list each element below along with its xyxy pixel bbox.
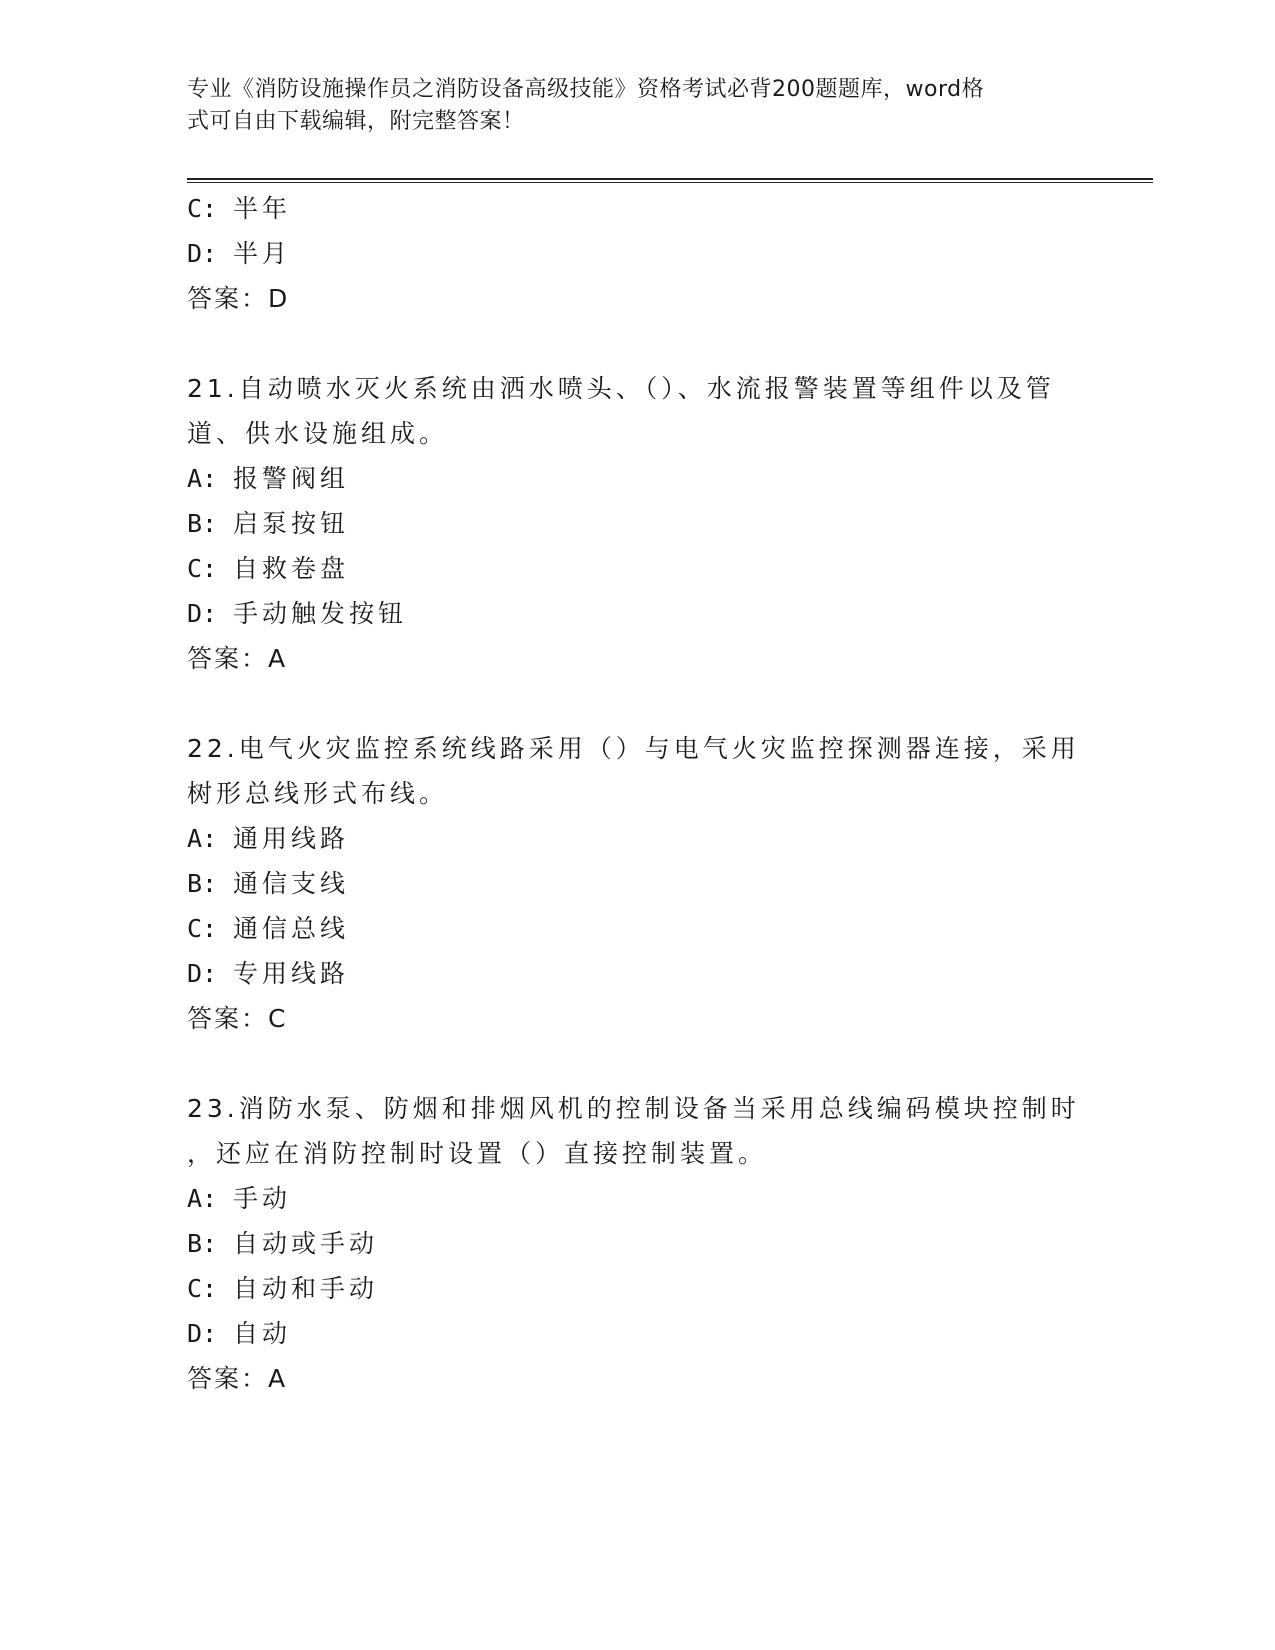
option-text: 通用线路: [233, 824, 350, 853]
option-key: C:: [187, 914, 218, 943]
option-key: D:: [187, 1319, 218, 1348]
question-stem-22-line-1: 22.电气火灾监控系统线路采用（）与电气火灾监控探测器连接，采用: [187, 734, 1080, 763]
option-key: A:: [187, 824, 218, 853]
option-key: A:: [187, 464, 218, 493]
answer-line: 答案：C: [187, 1004, 288, 1033]
question-stem-21-line-1: 21.自动喷水灭火系统由洒水喷头、（）、水流报警装置等组件以及管: [187, 374, 1055, 403]
option-key: C:: [187, 554, 218, 583]
option-line: [187, 194, 291, 224]
option-text: 通信支线: [233, 869, 350, 898]
option-line: [187, 1184, 291, 1214]
option-text: 自救卷盘: [233, 554, 350, 583]
option-line: [187, 239, 291, 269]
option-key: B:: [187, 1229, 218, 1258]
option-key: C:: [187, 194, 218, 223]
option-line: [187, 959, 349, 989]
option-key: C:: [187, 1274, 218, 1303]
option-line: [187, 509, 349, 539]
option-key: D:: [187, 959, 218, 988]
option-key: A:: [187, 1184, 218, 1213]
option-text: 报警阀组: [233, 464, 350, 493]
answer-line: 答案：D: [187, 284, 290, 313]
answer-line: 答案：A: [187, 644, 288, 673]
option-line: [187, 599, 407, 629]
option-line: [187, 824, 349, 854]
option-text: 自动: [233, 1319, 292, 1348]
question-stem-22-line-2: 树形总线形式布线。: [187, 779, 449, 808]
option-line: [187, 554, 349, 584]
option-text: 自动和手动: [233, 1274, 379, 1303]
document-header: [187, 74, 1067, 138]
option-text: 半月: [233, 239, 292, 268]
option-line: [187, 1319, 291, 1349]
option-line: [187, 464, 349, 494]
option-key: B:: [187, 509, 218, 538]
question-stem-21-line-2: 道、供水设施组成。: [187, 419, 449, 448]
option-line: [187, 1229, 378, 1259]
header-divider: [187, 178, 1153, 183]
option-text: 自动或手动: [233, 1229, 379, 1258]
option-key: D:: [187, 599, 218, 628]
option-key: D:: [187, 239, 218, 268]
option-text: 启泵按钮: [233, 509, 350, 538]
option-text: 手动触发按钮: [233, 599, 408, 628]
option-key: B:: [187, 869, 218, 898]
answer-line: 答案：A: [187, 1364, 288, 1393]
option-text: 专用线路: [233, 959, 350, 988]
option-text: 手动: [233, 1184, 292, 1213]
option-text: 通信总线: [233, 914, 350, 943]
header-line-2: 式可自由下载编辑，附完整答案！: [187, 109, 525, 134]
option-line: [187, 914, 349, 944]
option-line: [187, 1274, 378, 1304]
option-line: [187, 869, 349, 899]
header-line-1: 专业《消防设施操作员之消防设备高级技能》资格考试必背200题题库，word格: [187, 77, 985, 102]
option-text: 半年: [233, 194, 292, 223]
question-stem-23-line-1: 23.消防水泵、防烟和排烟风机的控制设备当采用总线编码模块控制时: [187, 1094, 1080, 1123]
question-stem-23-line-2: ，还应在消防控制时设置（）直接控制装置。: [187, 1139, 768, 1168]
